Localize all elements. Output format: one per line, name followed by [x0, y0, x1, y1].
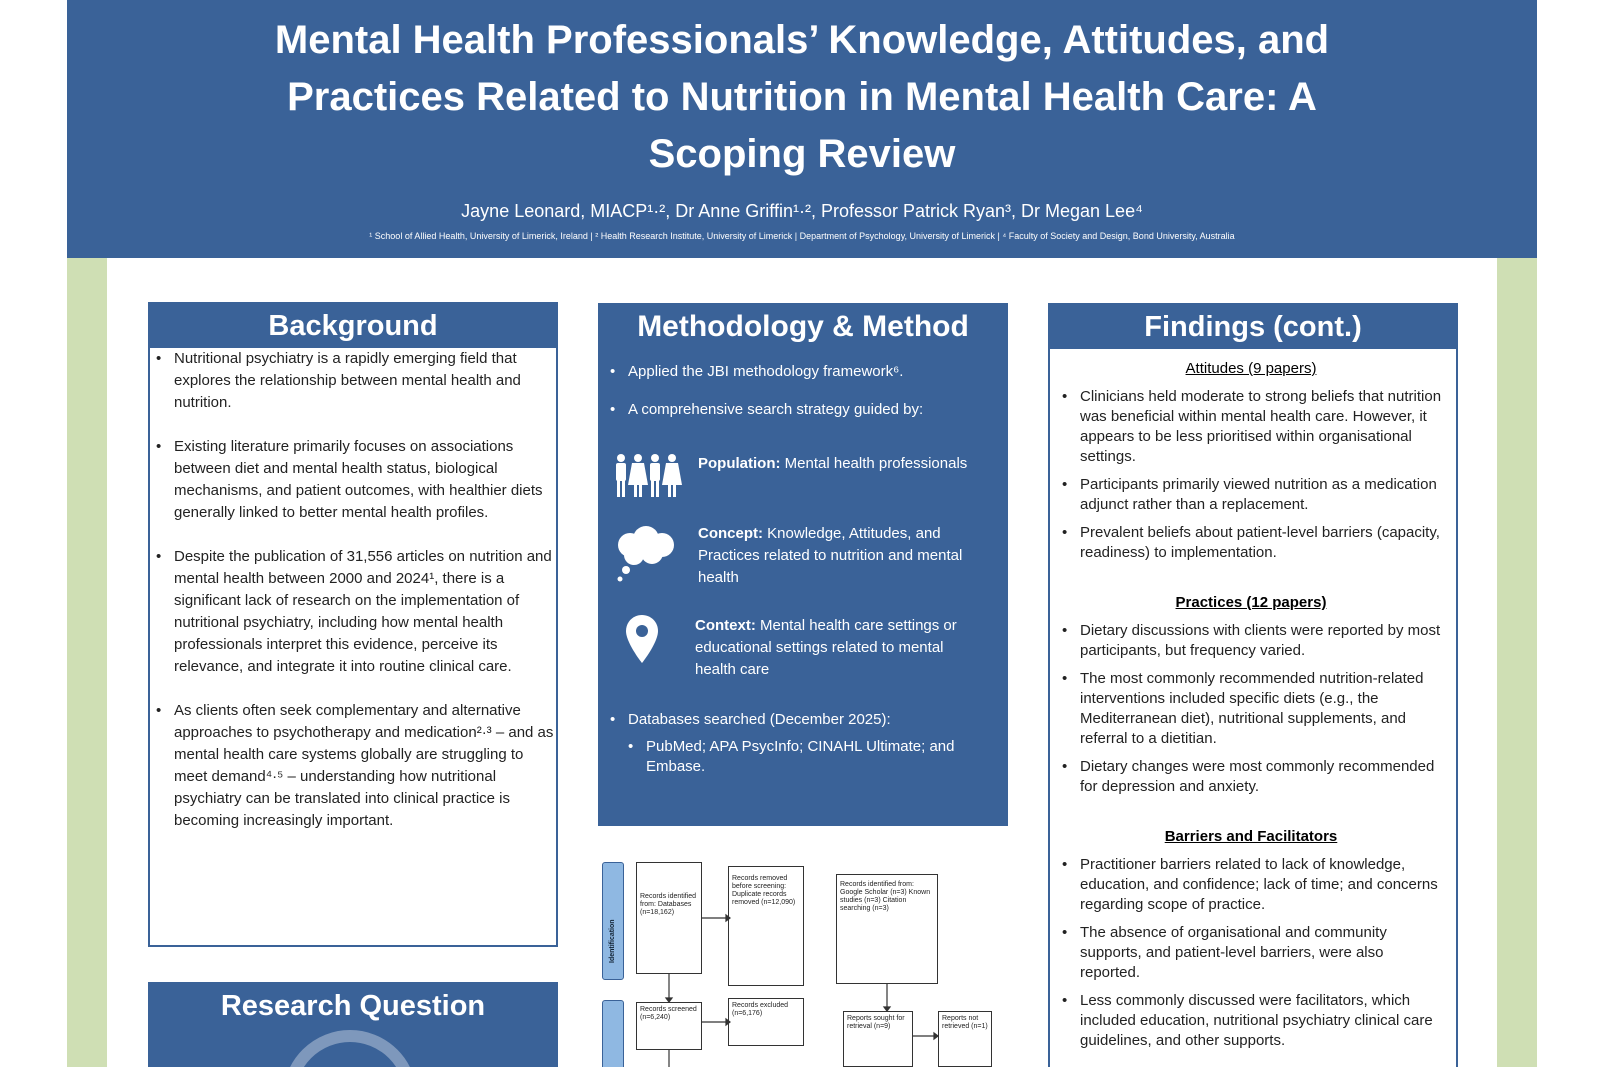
population-text: Population: Mental health professionals [698, 455, 968, 472]
records-screened-box: Records screened (n=6,240) [636, 1002, 702, 1050]
findings-panel [1048, 303, 1458, 1067]
findings-heading: Findings (cont.) [1050, 305, 1456, 349]
research-question-panel [148, 982, 558, 1067]
context-text: Context: Mental health care settings or educational settings related to mental health care [695, 617, 957, 678]
stage-identification: Identification [602, 862, 624, 980]
research-question-heading: Research Question [148, 982, 558, 1030]
people-icon [612, 453, 682, 504]
list-item: • Dietary changes were most commonly recommended for depression and anxiety. [1056, 757, 1446, 797]
list-item: • Clinicians held moderate to strong beliefs that nutrition was beneficial within mental health care. However, it appears to be less prioritised within organisational settings. [1056, 387, 1446, 467]
flow-arrows [598, 856, 1008, 1067]
list-item: • The most commonly recommended nutrition-related interventions included specific diets (e.g., the Mediterranean diet), nutritional supplements, and referral to a dietitian. [1056, 669, 1446, 749]
poster-title: Mental Health Professionals’ Knowledge, Attitudes, and Practices Related to Nutrition in Mental Health Care: A Scoping Review [274, 18, 1330, 176]
records-excluded-box: Records excluded (n=6,176) [728, 998, 804, 1046]
attitudes-heading: Attitudes (9 papers) [1185, 360, 1317, 377]
list-item: • Nutritional psychiatry is a rapidly emerging field that explores the relationship between mental health and nutrition. [150, 348, 556, 414]
records-identified-box: Records identified from: Databases (n=18,162) [636, 862, 702, 974]
databases-label: Databases searched (December 2025): [628, 711, 891, 728]
list-item: • Dietary discussions with clients were reported by most participants, but frequency varied. [1056, 621, 1446, 661]
other-sources-box: Records identified from: Google Scholar (n=3) Known studies (n=3) Citation searching (n=3) [836, 874, 938, 984]
affiliations: ¹ School of Allied Health, University of Limerick, Ireland | ² Health Research Institute, University of Limerick | Department of Psychology, University of Limerick | ⁴ Faculty of Society and Design, Bond University, Australia [369, 231, 1235, 241]
methodology-panel: Methodology & Method • Applied the JBI methodology framework⁶. • A comprehensive search strategy guided by: Population: Mental health professionals Concept: Knowledge, Attitudes, and Practices related to nutrition and mental health Context: Mental health care settings or educational settings related to mental health care • Databases searched (December 2025): • PubMed; APA PsycInfo; CINAHL Ultimate; and Embase. [598, 303, 1008, 826]
records-removed-box: Records removed before screening: Duplicate records removed (n=12,090) [728, 866, 804, 986]
list-item: • As clients often seek complementary and alternative approaches to psychotherapy and medication²·³ – and as mental health care systems globally are struggling to meet demand⁴·⁵ – understanding how nutritional psychiatry can be translated into clinical practice is becoming increasingly important. [150, 700, 556, 832]
methodology-item: A comprehensive search strategy guided by: [628, 401, 924, 418]
practices-list [1056, 621, 1446, 797]
prisma-diagram [598, 856, 1008, 1067]
poster-header [67, 0, 1537, 258]
question-icon [283, 1030, 417, 1067]
background-panel [148, 302, 558, 947]
list-item: • Less commonly discussed were facilitators, which included education, nutritional psychiatry clinical care guidelines, and other supports. [1056, 991, 1446, 1051]
background-heading: Background [150, 304, 556, 348]
list-item: • Despite the publication of 31,556 articles on nutrition and mental health between 2000 and 2024¹, there is a significant lack of research on the implementation of nutritional psychiatry, including how mental health professionals interpret this evidence, perceive its relevance, and integrate it into routine clinical care. [150, 546, 556, 678]
list-item: • Practitioner barriers related to lack of knowledge, education, and confidence; lack of time; and concerns regarding scope of practice. [1056, 855, 1446, 915]
databases-list: • PubMed; APA PsycInfo; CINAHL Ultimate; and Embase. [628, 738, 955, 775]
methodology-heading: Methodology & Method [598, 303, 1008, 351]
list-item: • Existing literature primarily focuses on associations between diet and mental health status, biological mechanisms, and patient outcomes, with healthier diets generally linked to better mental health profiles. [150, 436, 556, 524]
reports-not-retrieved-box: Reports not retrieved (n=1) [938, 1011, 992, 1067]
thought-cloud-icon [612, 525, 682, 590]
concept-text: Concept: Knowledge, Attitudes, and Practices related to nutrition and mental health [698, 525, 963, 586]
attitudes-list [1056, 387, 1446, 563]
location-pin-icon [626, 615, 658, 668]
background-list [150, 348, 556, 832]
list-item: • Participants primarily viewed nutrition as a medication adjunct rather than a replacement. [1056, 475, 1446, 515]
practices-heading: Practices (12 papers) [1175, 594, 1327, 611]
reports-sought-box: Reports sought for retrieval (n=9) [843, 1011, 913, 1067]
list-item: • The absence of organisational and community supports, and patient-level barriers, were also reported. [1056, 923, 1446, 983]
barriers-heading: Barriers and Facilitators [1164, 828, 1338, 845]
barriers-list [1056, 855, 1446, 1051]
methodology-item: Applied the JBI methodology framework⁶. [628, 363, 904, 380]
author-list: Jayne Leonard, MIACP¹·², Dr Anne Griffin¹·², Professor Patrick Ryan³, Dr Megan Lee⁴ [461, 201, 1143, 221]
list-item: • Prevalent beliefs about patient-level barriers (capacity, readiness) to implementation. [1056, 523, 1446, 563]
